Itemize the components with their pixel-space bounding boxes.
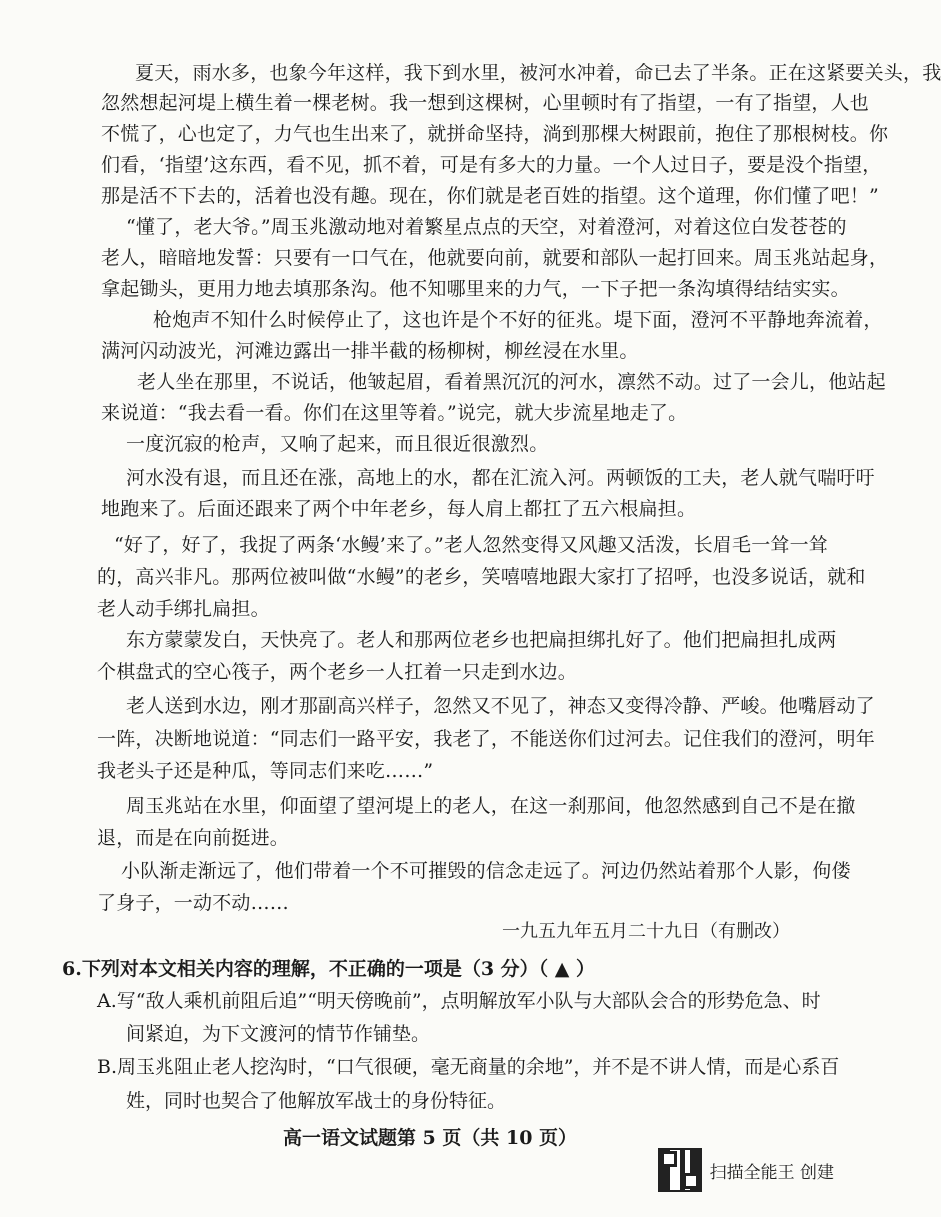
body-line: 退，而是在向前挺进。 — [97, 827, 290, 849]
body-line: 夏天，雨水多，也象今年这样，我下到水里，被河水冲着，命已去了半条。正在这紧要关头，我 — [135, 62, 941, 84]
body-line: 忽然想起河堤上横生着一棵老树。我一想到这棵树，心里顿时有了指望，一有了指望，人也 — [101, 92, 870, 114]
option-a: A.写“敌人乘机前阻后追”“明天傍晚前”，点明解放军小队与大部队会合的形势危急、时 — [97, 990, 821, 1012]
qr-code-icon — [658, 1148, 702, 1192]
scanner-watermark — [658, 1148, 834, 1192]
option-b: B.周玉兆阻止老人挖沟时，“口气很硬，毫无商量的余地”，并不是不讲人情，而是心系百 — [97, 1056, 840, 1078]
question-stem: 6.下列对本文相关内容的理解，不正确的一项是（3 分）（ ▲ ） — [62, 958, 596, 980]
body-line: 老人送到水边，刚才那副高兴样子，忽然又不见了，神态又变得冷静、严峻。他嘴唇动了 — [126, 695, 875, 717]
body-line: 周玉兆站在水里，仰面望了望河堤上的老人，在这一刹那间，他忽然感到自己不是在撤 — [126, 795, 856, 817]
body-line: 不慌了，心也定了，力气也生出来了，就拼命坚持，淌到那棵大树跟前，抱住了那根树枝。你 — [101, 123, 889, 145]
body-line: 一度沉寂的枪声，又响了起来，而且很近很激烈。 — [126, 433, 549, 455]
body-line: 拿起锄头，更用力地去填那条沟。他不知哪里来的力气，一下子把一条沟填得结结实实。 — [101, 278, 850, 300]
body-line: 河水没有退，而且还在涨，高地上的水，都在汇流入河。两顿饭的工夫，老人就气喘吁吁 — [126, 467, 875, 489]
body-line: 老人，暗暗地发誓：只要有一口气在，他就要向前，就要和部队一起打回来。周玉兆站起身， — [101, 247, 889, 269]
body-line: 那是活不下去的，活着也没有趣。现在，你们就是老百姓的指望。这个道理，你们懂了吧！” — [101, 185, 879, 207]
body-line: 了身子，一动不动…… — [97, 892, 290, 914]
body-line: “懂了，老大爷。”周玉兆激动地对着繁星点点的天空，对着澄河，对着这位白发苍苍的 — [126, 216, 847, 238]
article-date: 一九五九年五月二十九日（有删改） — [502, 921, 790, 942]
body-line: 个棋盘式的空心筏子，两个老乡一人扛着一只走到水边。 — [97, 661, 578, 683]
body-line: 满河闪动波光，河滩边露出一排半截的杨柳树，柳丝浸在水里。 — [101, 340, 639, 362]
body-line: 东方蒙蒙发白，天快亮了。老人和那两位老乡也把扁担绑扎好了。他们把扁担扎成两 — [126, 629, 837, 651]
body-line: 小队渐走渐远了，他们带着一个不可摧毁的信念走远了。河边仍然站着那个人影，佝偻 — [121, 860, 851, 882]
body-line: 来说道：“我去看一看。你们在这里等着。”说完，就大步流星地走了。 — [101, 402, 688, 424]
body-line: 们看，‘指望’这东西，看不见，抓不着，可是有多大的力量。一个人过日子，要是没个指望， — [101, 154, 882, 176]
option-b-continued: 姓，同时也契合了他解放军战士的身份特征。 — [126, 1090, 507, 1112]
body-line: 的，高兴非凡。那两位被叫做“水鳗”的老乡，笑嘻嘻地跟大家打了招呼，也没多说话，就和 — [97, 566, 866, 588]
option-a-continued: 间紧迫，为下文渡河的情节作铺垫。 — [126, 1023, 431, 1045]
page-footer: 高一语文试题第 5 页（共 10 页） — [282, 1127, 578, 1149]
body-line: 老人动手绑扎扁担。 — [97, 598, 270, 620]
body-line: 老人坐在那里，不说话，他皱起眉，看着黑沉沉的河水，凛然不动。过了一会儿，他站起 — [137, 371, 886, 393]
body-line: “好了，好了，我捉了两条‘水鳗’来了。”老人忽然变得又风趣又活泼，长眉毛一耸一耸 — [114, 534, 829, 556]
watermark-text: 扫描全能王 创建 — [709, 1162, 834, 1183]
body-line: 我老头子还是种瓜，等同志们来吃……” — [97, 760, 434, 782]
body-line: 地跑来了。后面还跟来了两个中年老乡，每人肩上都扛了五六根扁担。 — [101, 498, 697, 520]
body-line: 枪炮声不知什么时候停止了，这也许是个不好的征兆。堤下面，澄河不平静地奔流着， — [153, 309, 883, 331]
body-line: 一阵，决断地说道：“同志们一路平安，我老了，不能送你们过河去。记住我们的澄河，明年 — [97, 728, 875, 750]
